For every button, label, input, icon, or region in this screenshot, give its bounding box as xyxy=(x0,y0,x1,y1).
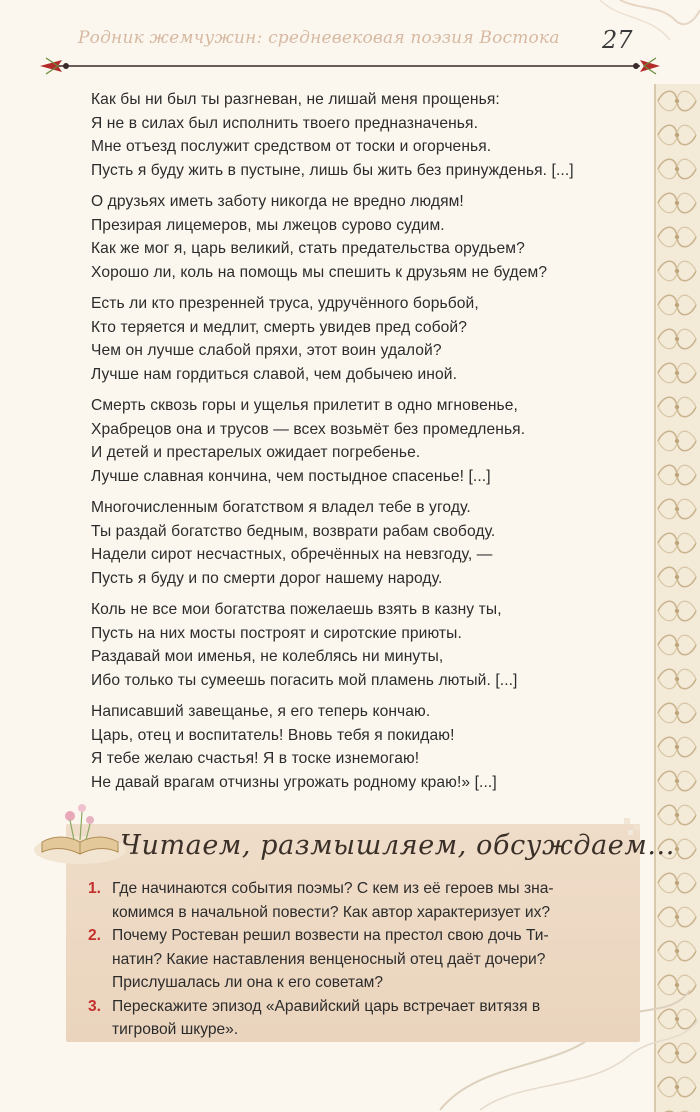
question-text xyxy=(112,877,554,924)
stanza xyxy=(91,190,651,284)
stanza xyxy=(91,394,651,488)
question-line: натин? Какие наставления венценосный отец даёт дочери? xyxy=(112,950,546,968)
question-line: Где начинаются события поэмы? С кем из её героев мы зна- xyxy=(112,880,554,897)
poem-line: Я не в силах был исполнить твоего предназначенья. xyxy=(91,114,479,132)
flower-arrow-right-icon xyxy=(633,58,660,74)
ornamental-border-icon xyxy=(654,84,700,1112)
poem-line: Ты раздай богатство бедным, возврати рабам свободу. xyxy=(91,522,496,540)
poem-line: Смерть сквозь горы и ущелья прилетит в одно мгновенье, xyxy=(91,397,518,414)
question-number: 2. xyxy=(88,927,102,944)
poem-line: Пусть я буду жить в пустыне, лишь бы жить без принужденья. [...] xyxy=(91,161,574,179)
poem-line: Пусть на них мосты построят и сиротские приюты. xyxy=(91,624,462,642)
running-head: Родник жемчужин: средневековая поэзия Востока xyxy=(78,28,560,48)
question-number: 3. xyxy=(88,997,102,1015)
poem-line: Лучше славная кончина, чем постыдное спасенье! [...] xyxy=(91,467,491,485)
question-line: тигровой шкуре». xyxy=(112,1021,239,1038)
poem-line: Многочисленным богатством я владел тебе в угоду. xyxy=(91,499,471,516)
poem-line: Храбрецов она и трусов — всех возьмёт без промедленья. xyxy=(91,420,526,438)
stanza xyxy=(91,598,651,692)
poem-line: Как же мог я, царь великий, стать предательства орудьем? xyxy=(91,240,525,257)
question-line: комимся в начальной повести? Как автор характеризует их? xyxy=(112,903,551,921)
question-text xyxy=(112,995,540,1042)
question-line: Почему Ростеван решил возвести на престол свою дочь Ти- xyxy=(112,927,549,944)
poem-line: Мне отъезд послужит средством от тоски и огорченья. xyxy=(91,138,492,155)
poem-line: Пусть я буду и по смерти дорог нашему народу. xyxy=(91,569,443,587)
poem-line: Лучше нам гордиться славой, чем добычею иной. xyxy=(91,365,458,383)
stanza xyxy=(91,88,651,182)
poem-line: Презирая лицемеров, мы лжецов сурово судим. xyxy=(91,216,445,234)
poem-line: Чем он лучше слабой пряхи, этот воин удалой? xyxy=(91,342,442,359)
question-item xyxy=(88,995,628,1042)
stanza xyxy=(91,700,651,794)
question-number: 1. xyxy=(88,880,102,897)
stanza xyxy=(91,292,651,386)
poem-line: Раздавай мои именья, не колеблясь ни минуты, xyxy=(91,648,444,665)
poem-line: Ибо только ты сумеешь погасить мой пламень лютый. [...] xyxy=(91,671,518,689)
question-item xyxy=(88,924,628,995)
discussion-title: Читаем, размышляем, обсуждаем... xyxy=(120,830,675,861)
question-item xyxy=(88,877,628,924)
poem-line: Я тебе желаю счастья! Я в тоске изнемогаю! xyxy=(91,750,420,767)
page-number: 27 xyxy=(602,26,633,54)
poem-line: Надели сирот несчастных, обречённых на невзгоду, — xyxy=(91,546,493,563)
question-line: Перескажите эпизод «Аравийский царь встречает витязя в xyxy=(112,997,541,1015)
question-text xyxy=(112,924,549,995)
flower-arrow-left-icon xyxy=(40,58,69,74)
poem-line: Коль не все мои богатства пожелаешь взять в казну ты, xyxy=(91,601,502,618)
questions-list xyxy=(88,877,628,1042)
poem-line: Есть ли кто презренней труса, удручённого борьбой, xyxy=(91,295,479,312)
open-book-flowers-icon xyxy=(30,790,130,870)
poem-line: Кто теряется и медлит, смерть увидев пред собой? xyxy=(91,318,468,336)
header-rule xyxy=(0,50,700,90)
poem-line: О друзьях иметь заботу никогда не вредно людям! xyxy=(91,193,464,210)
page-header xyxy=(0,0,700,82)
poem-line: Царь, отец и воспитатель! Вновь тебя я покидаю! xyxy=(91,726,455,744)
poem-text xyxy=(91,88,651,794)
poem-line: И детей и престарелых ожидает погребенье. xyxy=(91,444,421,461)
poem-line: Не давай врагам отчизны угрожать родному краю!» [...] xyxy=(91,773,497,791)
poem-line: Написавший завещанье, я его теперь кончаю. xyxy=(91,703,431,720)
stanza xyxy=(91,496,651,590)
poem-line: Как бы ни был ты разгневан, не лишай меня прощенья: xyxy=(91,91,500,108)
question-line: Прислушалась ли она к его советам? xyxy=(112,974,384,991)
poem-line: Хорошо ли, коль на помощь мы спешить к друзьям не будем? xyxy=(91,263,548,281)
